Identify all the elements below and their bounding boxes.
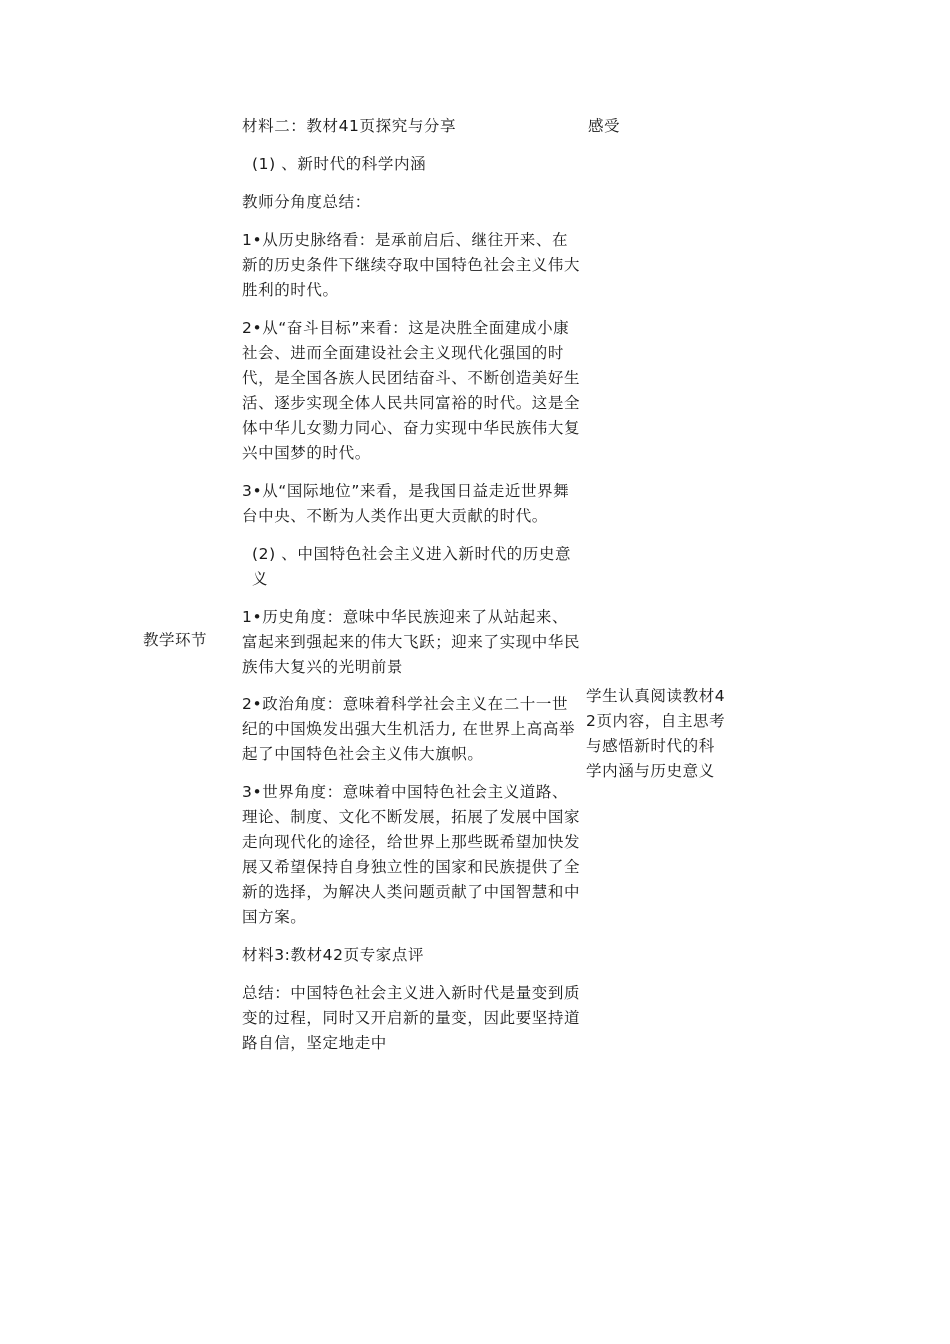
point-history-angle: 1•历史角度：意味中华民族迎来了从站起来、富起来到强起来的伟大飞跃；迎来了实现中华民族伟大复兴的光明前景 — [242, 608, 581, 676]
teacher-summary-label: 教师分角度总结： — [242, 193, 371, 211]
material-three-heading: 材料3:教材42页专家点评 — [242, 946, 425, 964]
material-two-heading: 材料二：教材41页探究与分享 — [242, 117, 457, 135]
point-international-status: 3•从“国际地位”来看，是我国日益走近世界舞台中央、不断为人类作出更大贡献的时代。 — [242, 482, 570, 525]
right-column-top-text: 感受 — [588, 117, 621, 135]
subheading-historical-significance: (2) 、中国特色社会主义进入新时代的历史意义 — [252, 545, 572, 588]
subheading-scientific-connotation: (1) 、新时代的科学内涵 — [252, 155, 427, 173]
point-politics-angle: 2•政治角度：意味着科学社会主义在二十一世纪的中国焕发出强大生机活力, 在世界上高高举起了中国特色社会主义伟大旗帜。 — [242, 695, 576, 763]
main-column — [242, 114, 582, 1069]
point-world-angle: 3•世界角度：意味着中国特色社会主义道路、理论、制度、文化不断发展，拓展了发展中国家走向现代化的途径，给世界上那些既希望加快发展又希望保持自身独立性的国家和民族提供了全新的选择，为解决人类问题贡献了中国智慧和中国方案。 — [242, 783, 581, 926]
point-struggle-goal: 2•从“奋斗目标”来看：这是决胜全面建成小康社会、进而全面建设社会主义现代化强国的时代，是全国各族人民团结奋斗、不断创造美好生活、逐步实现全体人民共同富裕的时代。这是全体中华儿女勠力同心、奋力实现中华民族伟大复兴中国梦的时代。 — [242, 319, 581, 462]
point-historical-context: 1•从历史脉络看：是承前启后、继往开来、在新的历史条件下继续夺取中国特色社会主义伟大胜利的时代。 — [242, 231, 581, 299]
stage-label: 教学环节 — [143, 631, 208, 649]
student-activity-note: 学生认真阅读教材42页内容，自主思考与感悟新时代的科学内涵与历史意义 — [586, 687, 726, 780]
summary-paragraph: 总结：中国特色社会主义进入新时代是量变到质变的过程，同时又开启新的量变，因此要坚持道路自信，坚定地走中 — [242, 984, 581, 1052]
